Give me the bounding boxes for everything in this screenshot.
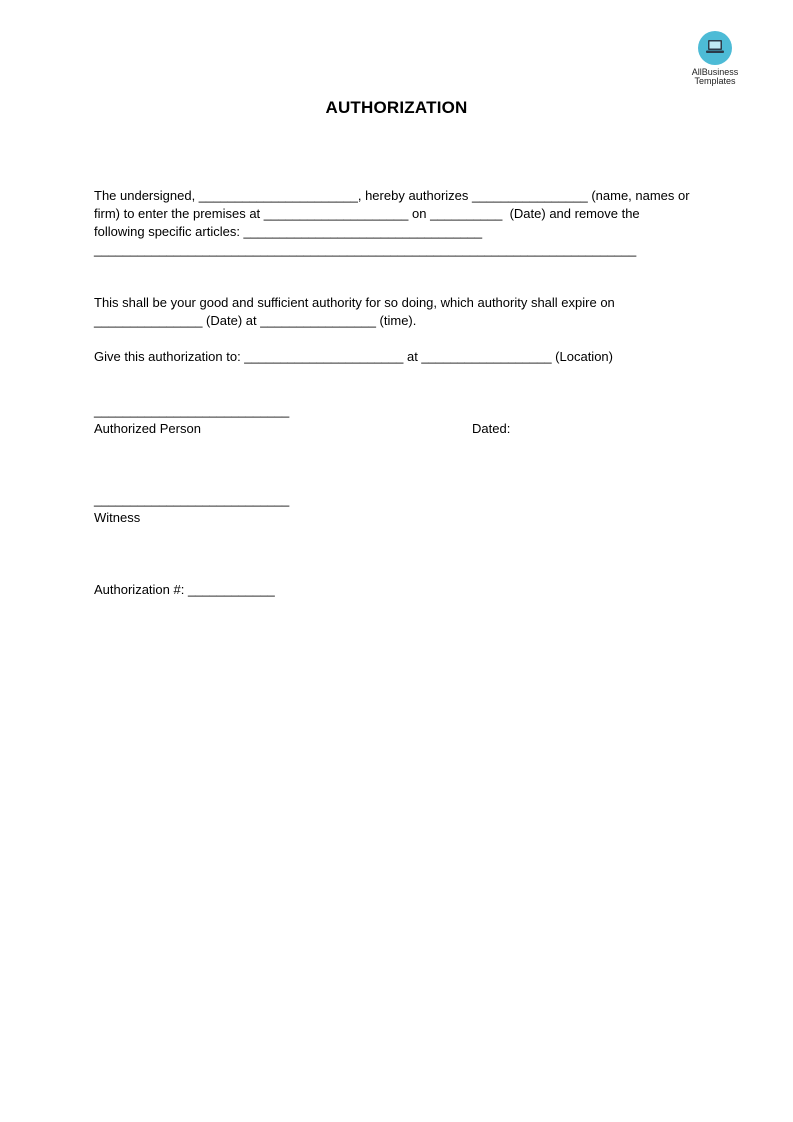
laptop-icon <box>698 31 732 65</box>
brand-name-line1: AllBusiness <box>691 67 739 77</box>
give-authorization-line: Give this authorization to: ______________________ at __________________ (Location) <box>94 349 613 364</box>
paragraph1-line2: firm) to enter the premises at ____________________ on __________ (Date) and remove the <box>94 206 640 221</box>
paragraph1-line1: The undersigned, ______________________, hereby authorizes ________________ (name, names or <box>94 188 690 203</box>
authorization-number: Authorization #: ____________ <box>94 582 275 597</box>
paragraph2-line2: _______________ (Date) at ________________ (time). <box>94 313 417 328</box>
paragraph1-line3: following specific articles: _________________________________ <box>94 224 483 239</box>
dated-label: Dated: <box>472 421 511 436</box>
witness-label: Witness <box>94 510 141 525</box>
paragraph1-line4: ___________________________________________________________________________ <box>94 242 637 257</box>
paragraph2-line1: This shall be your good and sufficient authority for so doing, which authority shall expire on <box>94 295 615 310</box>
brand-name-line2: Templates <box>694 76 736 86</box>
authorized-person-label: Authorized Person <box>94 421 201 436</box>
witness-signature-line: ___________________________ <box>94 492 290 507</box>
document-title: AUTHORIZATION <box>325 98 468 117</box>
brand-logo <box>684 31 746 86</box>
signature-line: ___________________________ <box>94 403 290 418</box>
